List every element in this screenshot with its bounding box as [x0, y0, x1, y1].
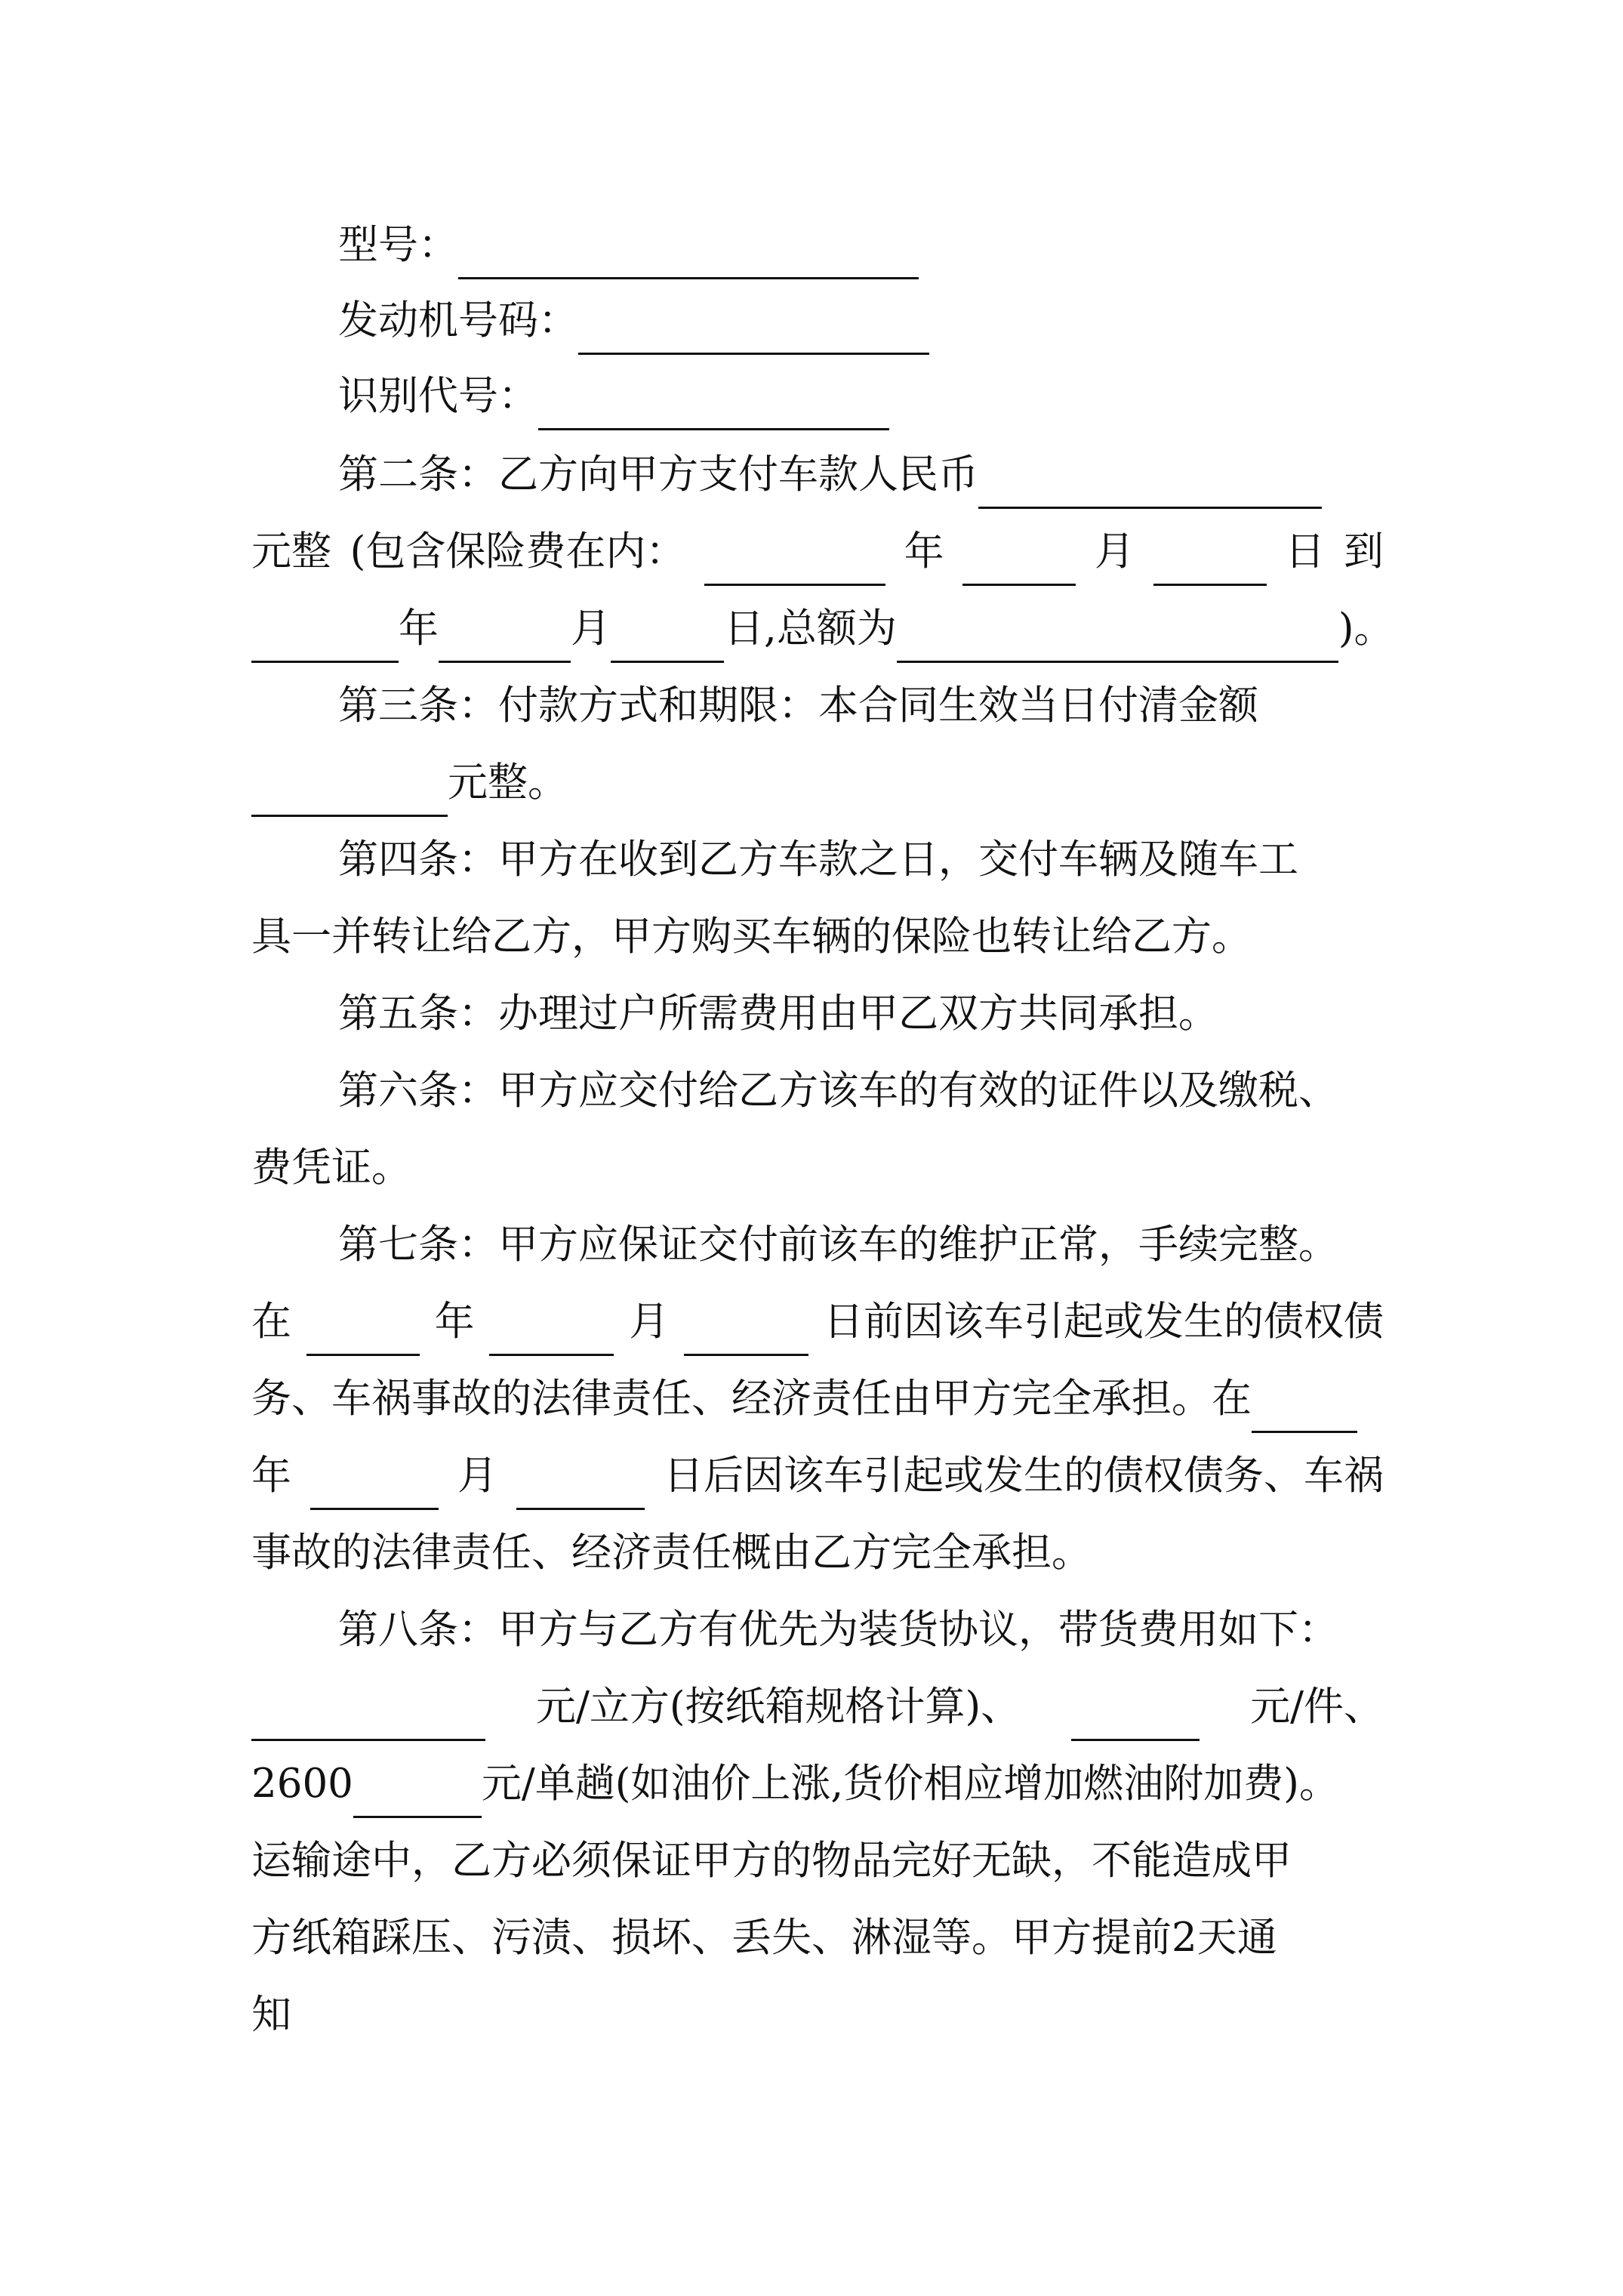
engine-label: 发动机号码：	[338, 297, 578, 344]
per-piece-blank	[1071, 1692, 1200, 1741]
art7-text-3: 务、车祸事故的法律责任、经济责任由甲方完全承担。在	[251, 1376, 1252, 1422]
end-day-blank	[611, 614, 724, 663]
vin-blank	[538, 381, 889, 430]
art8-per-trip: 元/单趟(如油价上涨,货价相应增加燃油附加费)。	[481, 1761, 1339, 1807]
close-paren: )。	[1338, 606, 1394, 652]
art6-text-2: 费凭证。	[251, 1145, 411, 1191]
art7-day1-blank	[684, 1307, 808, 1356]
start-year-label: 年	[904, 529, 944, 575]
art7-line2	[251, 1288, 1384, 1356]
art8-per-piece: 元/件、	[1250, 1684, 1384, 1730]
end-month-blank	[439, 614, 571, 663]
art8-text-4: 运输途中，乙方必须保证甲方的物品完好无缺，不能造成甲	[251, 1838, 1292, 1884]
art6-line2	[251, 1134, 1384, 1202]
payment-amount-blank	[251, 768, 448, 817]
art2-text: 第二条：乙方向甲方支付车款人民币	[338, 451, 978, 498]
art2-line3	[251, 595, 1394, 663]
art4-line1	[338, 826, 1471, 894]
art2-amount-blank	[978, 460, 1322, 509]
art3-line1	[338, 672, 1471, 740]
art5-text: 第五条：办理过户所需费用由甲乙双方共同承担。	[338, 991, 1218, 1037]
to-label: 到	[1343, 529, 1384, 575]
art7-month1-blank	[489, 1307, 614, 1356]
model-blank	[458, 230, 919, 279]
art6-line1	[338, 1057, 1471, 1125]
art7-line1	[338, 1211, 1471, 1279]
art8-line2	[251, 1673, 1384, 1741]
per-trip-blank	[353, 1769, 482, 1818]
art6-text-1: 第六条：甲方应交付给乙方该车的有效的证件以及缴税、	[338, 1068, 1338, 1114]
art2-line1	[338, 441, 1384, 509]
start-month-blank	[962, 537, 1076, 586]
art7-text-4: 日后因该车引起或发生的债权债务、车祸	[664, 1453, 1384, 1499]
start-year-blank	[704, 537, 885, 586]
total-blank	[897, 614, 1338, 663]
art7-year2-blank	[1252, 1384, 1357, 1433]
art3-text: 第三条：付款方式和期限：本合同生效当日付清金额	[338, 683, 1258, 729]
art7-month2-label: 月	[457, 1453, 497, 1499]
art7-year1-label: 年	[434, 1299, 475, 1345]
end-year-blank	[251, 614, 399, 663]
art8-line3	[251, 1750, 1384, 1818]
art7-text-1: 第七条：甲方应保证交付前该车的维护正常，手续完整。	[338, 1222, 1338, 1268]
art7-at: 在	[251, 1299, 291, 1345]
art7-month1-label: 月	[629, 1299, 670, 1345]
art7-line4	[251, 1442, 1384, 1510]
art7-line3	[251, 1365, 1384, 1433]
art7-text-2: 日前因该车引起或发生的债权债	[823, 1299, 1384, 1345]
art7-year2-label: 年	[251, 1453, 291, 1499]
art8-line1	[338, 1596, 1471, 1664]
art7-text-5: 事故的法律责任、经济责任概由乙方完全承担。	[251, 1530, 1092, 1576]
per-cubic-blank	[251, 1692, 485, 1741]
start-day-label: 日	[1285, 529, 1326, 575]
art8-text-1: 第八条：甲方与乙方有优先为装货协议，带货费用如下：	[338, 1607, 1338, 1653]
end-month-label: 月	[571, 606, 611, 652]
art8-line5	[251, 1904, 1384, 1972]
total-text: 日,总额为	[724, 606, 897, 652]
art3-yuan-zheng: 元整。	[448, 760, 568, 806]
art8-text-5: 方纸箱踩压、污渍、损坏、丢失、淋湿等。甲方提前2天通	[251, 1915, 1277, 1961]
engine-blank	[578, 306, 929, 355]
art4-text-1: 第四条：甲方在收到乙方车款之日，交付车辆及随车工	[338, 837, 1298, 883]
art7-day2-blank	[516, 1461, 645, 1510]
art7-month2-blank	[310, 1461, 439, 1510]
art4-text-2: 具一并转让给乙方，甲方购买车辆的保险也转让给乙方。	[251, 914, 1252, 960]
end-year-label: 年	[399, 606, 439, 652]
art2-yuan-zheng: 元整	[251, 529, 331, 575]
engine-field-row	[338, 287, 1471, 355]
art8-per-cubic: 元/立方(按纸箱规格计算)、	[535, 1684, 1021, 1730]
art8-line4	[251, 1827, 1384, 1895]
art8-amount-2600: 2600	[251, 1761, 353, 1807]
model-label: 型号：	[338, 222, 458, 268]
vin-label: 识别代号：	[338, 373, 538, 419]
start-month-label: 月	[1094, 529, 1135, 575]
art8-line6	[251, 1981, 1384, 2049]
art2-line2	[251, 518, 1384, 586]
art2-paren-text: (包含保险费在内：	[350, 529, 686, 575]
art5-line1	[338, 980, 1471, 1048]
model-field-row	[338, 211, 1471, 279]
art7-line5	[251, 1519, 1384, 1587]
art8-text-6: 知	[251, 1992, 291, 2038]
art3-line2	[251, 749, 1384, 817]
vin-field-row	[338, 362, 1471, 430]
art4-line2	[251, 903, 1384, 971]
art7-year1-blank	[306, 1307, 420, 1356]
start-day-blank	[1153, 537, 1267, 586]
